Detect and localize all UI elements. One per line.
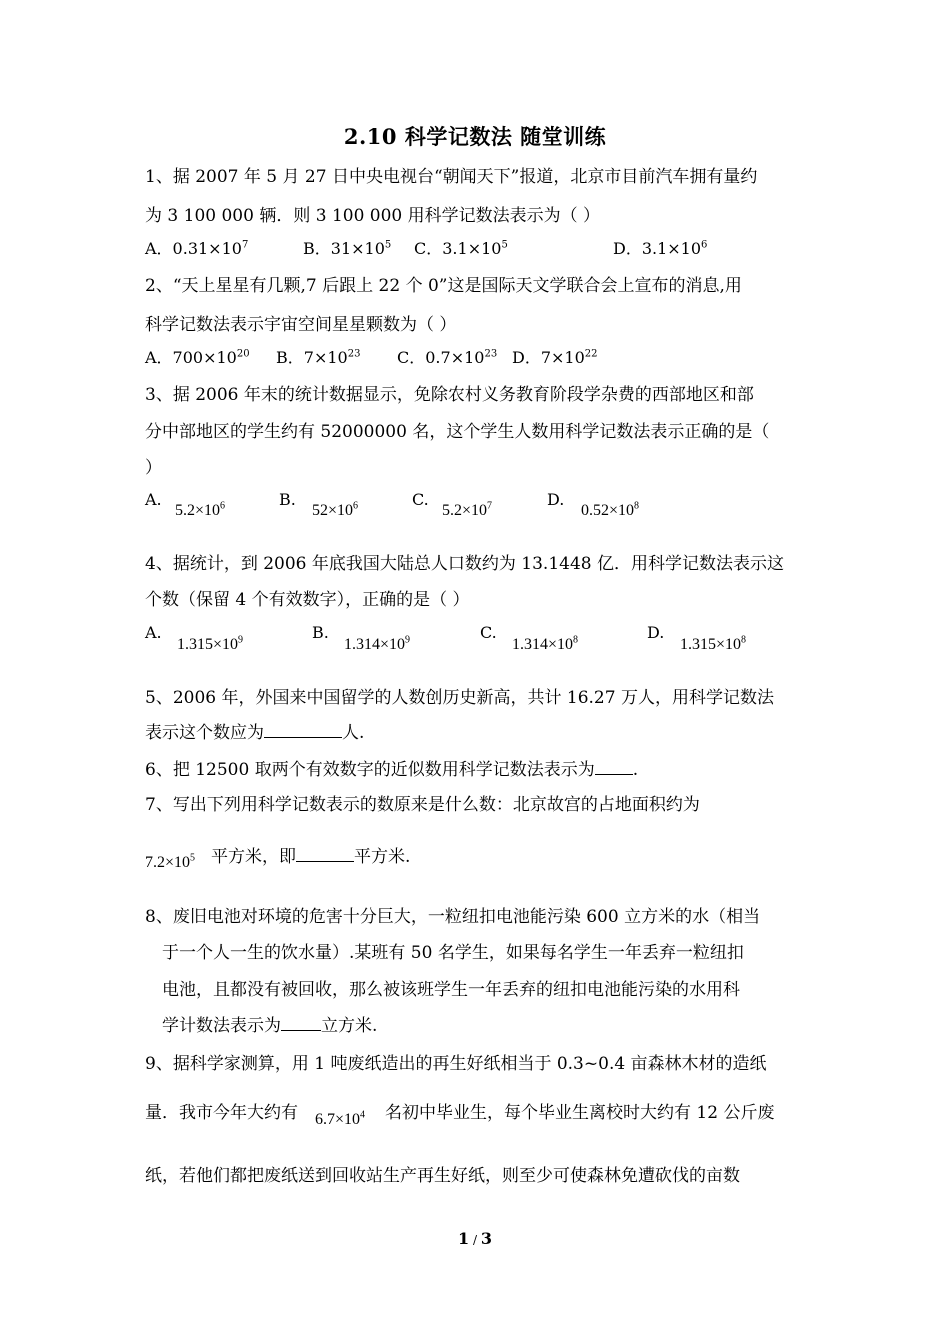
- q8-line2: 于一个人一生的饮水量）.某班有 50 名学生，如果每名学生一年丢弃一粒纽扣: [162, 943, 744, 963]
- page-number: 1 / 3: [458, 1229, 492, 1248]
- page-title: 2.10 科学记数法 随堂训练: [343, 124, 607, 149]
- q3-option-a-label: A.: [145, 490, 162, 509]
- q1-option-b: B．$31\times 10^5$: [303, 239, 392, 258]
- q5-answer-blank[interactable]: [264, 723, 342, 738]
- q7-line2: 平方米，即 平方米.: [211, 847, 411, 867]
- q7-answer-blank[interactable]: [296, 847, 354, 862]
- q2-line1: 2、“天上星星有几颗,7 后跟上 22 个 0”这是国际天文学联合会上宣布的消息,用: [145, 276, 742, 296]
- q3-line3: ）: [145, 458, 162, 478]
- q4-option-d-label: D.: [647, 623, 665, 642]
- q3-option-d-label: D.: [547, 490, 565, 509]
- q4-option-b-value: $1.314\times 10^9$: [344, 634, 411, 653]
- q2-option-c: C．$0.7\times 10^{23}$: [397, 348, 498, 367]
- q1-option-c: C．$3.1\times 10^5$: [414, 239, 508, 258]
- q8-line4: 学计数法表示为 立方米.: [162, 1016, 378, 1036]
- q3-option-d-value: $0.52\times 10^8$: [581, 500, 640, 519]
- q3-option-a-value: $5.2\times 10^6$: [175, 500, 226, 519]
- q9-line3: 纸，若他们都把废纸送到回收站生产再生好纸，则至少可使森林免遭砍伐的亩数: [145, 1166, 740, 1186]
- q9-line2-pre: 量．我市今年大约有: [145, 1103, 298, 1123]
- q5-line1: 5、2006 年，外国来中国留学的人数创历史新高，共计 16.27 万人，用科学记数法: [145, 688, 774, 708]
- q3-line1: 3、据 2006 年末的统计数据显示，免除农村义务教育阶段学杂费的西部地区和部: [145, 385, 754, 405]
- q3-option-c-value: $5.2\times 10^7$: [442, 500, 493, 519]
- q3-option-c-label: C.: [412, 490, 429, 509]
- q7-sci-value: $7.2\times 10^5$: [145, 852, 196, 871]
- q9-line2-post: 名初中毕业生，每个毕业生离校时大约有 12 公斤废: [385, 1103, 775, 1123]
- q5-line2: 表示这个数应为 人.: [145, 723, 365, 743]
- q4-option-a-value: $1.315\times 10^9$: [177, 634, 244, 653]
- q3-option-b-value: $52\times 10^6$: [312, 500, 359, 519]
- q2-option-d: D．$7\times 10^{22}$: [512, 348, 598, 367]
- q8-line1: 8、废旧电池对环境的危害十分巨大，一粒纽扣电池能污染 600 立方米的水（相当: [145, 907, 761, 927]
- q7-line1: 7、写出下列用科学记数表示的数原来是什么数：北京故宫的占地面积约为: [145, 795, 700, 815]
- q4-option-d-value: $1.315\times 10^8$: [680, 634, 747, 653]
- q6-answer-blank[interactable]: [595, 760, 633, 775]
- q2-option-b: B．$7\times 10^{23}$: [276, 348, 361, 367]
- q4-line2: 个数（保留 4 个有效数字），正确的是（ ）: [145, 590, 470, 610]
- q9-line1: 9、据科学家测算，用 1 吨废纸造出的再生好纸相当于 0.3~0.4 亩森林木材的造纸: [145, 1054, 767, 1074]
- q4-option-c-label: C.: [480, 623, 497, 642]
- q4-line1: 4、据统计，到 2006 年底我国大陆总人口数约为 13.1448 亿．用科学记数法表示这: [145, 554, 784, 574]
- q1-option-a: A．$0.31\times 10^7$: [145, 239, 249, 258]
- q2-line2: 科学记数法表示宇宙空间星星颗数为（ ）: [145, 315, 457, 335]
- q3-option-b-label: B.: [279, 490, 296, 509]
- q8-answer-blank[interactable]: [281, 1016, 321, 1031]
- q2-option-a: A．$700\times 10^{20}$: [145, 348, 250, 367]
- q4-option-c-value: $1.314\times 10^8$: [512, 634, 579, 653]
- q4-option-a-label: A.: [145, 623, 162, 642]
- q1-option-d: D．$3.1\times 10^6$: [613, 239, 708, 258]
- q3-line2: 分中部地区的学生约有 52000000 名，这个学生人数用科学记数法表示正确的是（: [145, 422, 770, 442]
- q4-option-b-label: B.: [312, 623, 329, 642]
- q8-line3: 电池，且都没有被回收，那么被该班学生一年丢弃的纽扣电池能污染的水用科: [162, 980, 740, 1000]
- q1-line1: 1、据 2007 年 5 月 27 日中央电视台“朝闻天下”报道，北京市目前汽车拥有量约: [145, 167, 758, 187]
- q9-sci-value: $6.7\times 10^4$: [315, 1109, 366, 1128]
- q6-line: 6、把 12500 取两个有效数字的近似数用科学记数法表示为 .: [145, 760, 639, 780]
- q1-line2: 为 3 100 000 辆．则 3 100 000 用科学记数法表示为（ ）: [145, 206, 601, 226]
